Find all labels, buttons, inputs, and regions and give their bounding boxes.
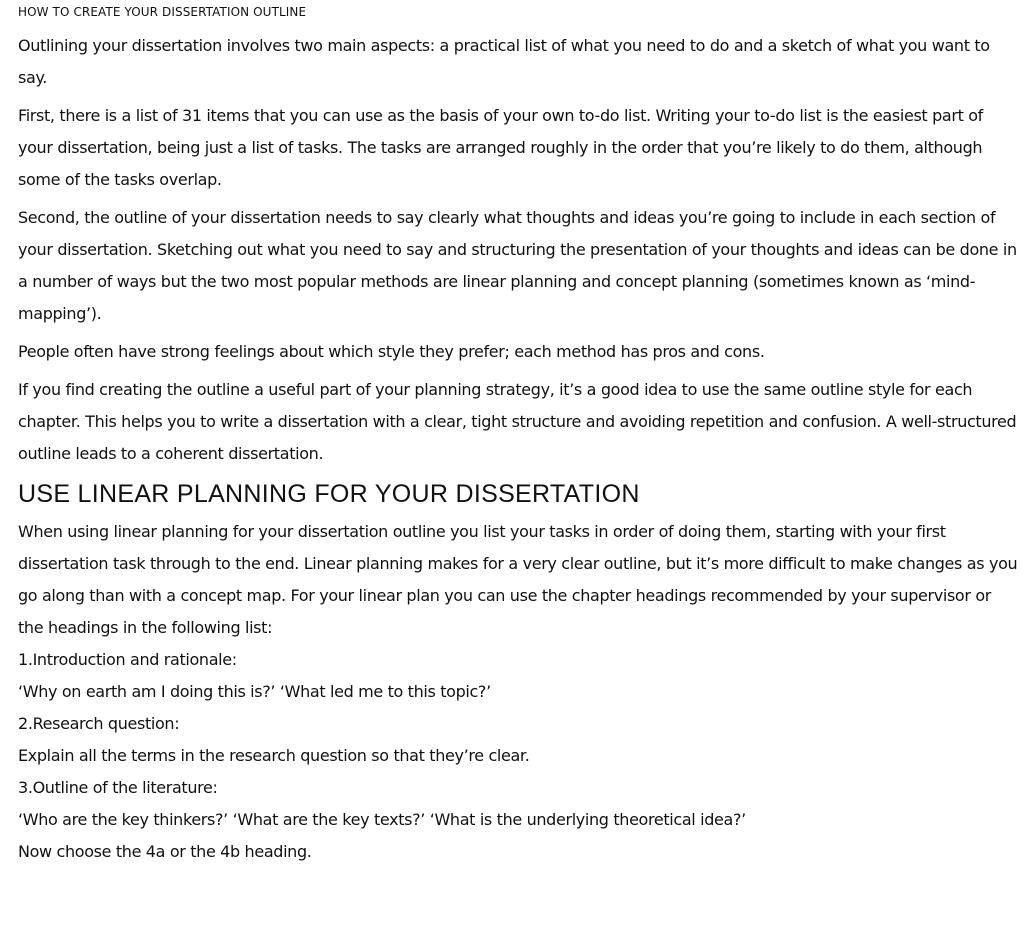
intro-paragraph-2: First, there is a list of 31 items that you can use as the basis of your own to-do list. Writing your to-do list is the easiest part of your dissertation, being just a list of tasks. The tasks are arranged roughly in the order that you’re likely to do them, although some of the tasks overlap. <box>18 106 983 189</box>
intro-paragraph-3: Second, the outline of your dissertation needs to say clearly what thoughts and ideas you’re going to include in each section of your dissertation. Sketching out what you need to say and structuring the presentation of your thoughts and ideas can be done in a number of ways but the two most popular methods are linear planning and concept planning (sometimes known as ‘mind-mapping’). <box>18 208 1017 323</box>
intro-paragraph-1: Outlining your dissertation involves two main aspects: a practical list of what you need to do and a sketch of what you want to say. <box>18 36 990 87</box>
list-item: ‘Why on earth am I doing this is?’ ‘What led me to this topic?’ <box>18 682 491 701</box>
document <box>18 4 1018 868</box>
intro-paragraph-4: People often have strong feelings about which style they prefer; each method has pros and cons. <box>18 342 765 361</box>
list-item: ‘Who are the key thinkers?’ ‘What are the key texts?’ ‘What is the underlying theoretical idea?’ <box>18 810 746 829</box>
section-heading: USE LINEAR PLANNING FOR YOUR DISSERTATION <box>18 480 640 508</box>
list-item: 3.Outline of the literature: <box>18 778 218 797</box>
heading-list <box>18 644 1018 868</box>
list-item: Now choose the 4a or the 4b heading. <box>18 842 312 861</box>
document-title: HOW TO CREATE YOUR DISSERTATION OUTLINE <box>18 5 307 19</box>
list-item: Explain all the terms in the research question so that they’re clear. <box>18 746 530 765</box>
list-item: 2.Research question: <box>18 714 180 733</box>
list-item: 1.Introduction and rationale: <box>18 650 237 669</box>
section-paragraph: When using linear planning for your dissertation outline you list your tasks in order of doing them, starting with your first dissertation task through to the end. Linear planning makes for a very clear outline, but it’s more difficult to make changes as you go along than with a concept map. For your linear plan you can use the chapter headings recommended by your supervisor or the headings in the following list: <box>18 522 1018 637</box>
intro-paragraph-5: If you find creating the outline a useful part of your planning strategy, it’s a good idea to use the same outline style for each chapter. This helps you to write a dissertation with a clear, tight structure and avoiding repetition and confusion. A well-structured outline leads to a coherent dissertation. <box>18 380 1017 463</box>
